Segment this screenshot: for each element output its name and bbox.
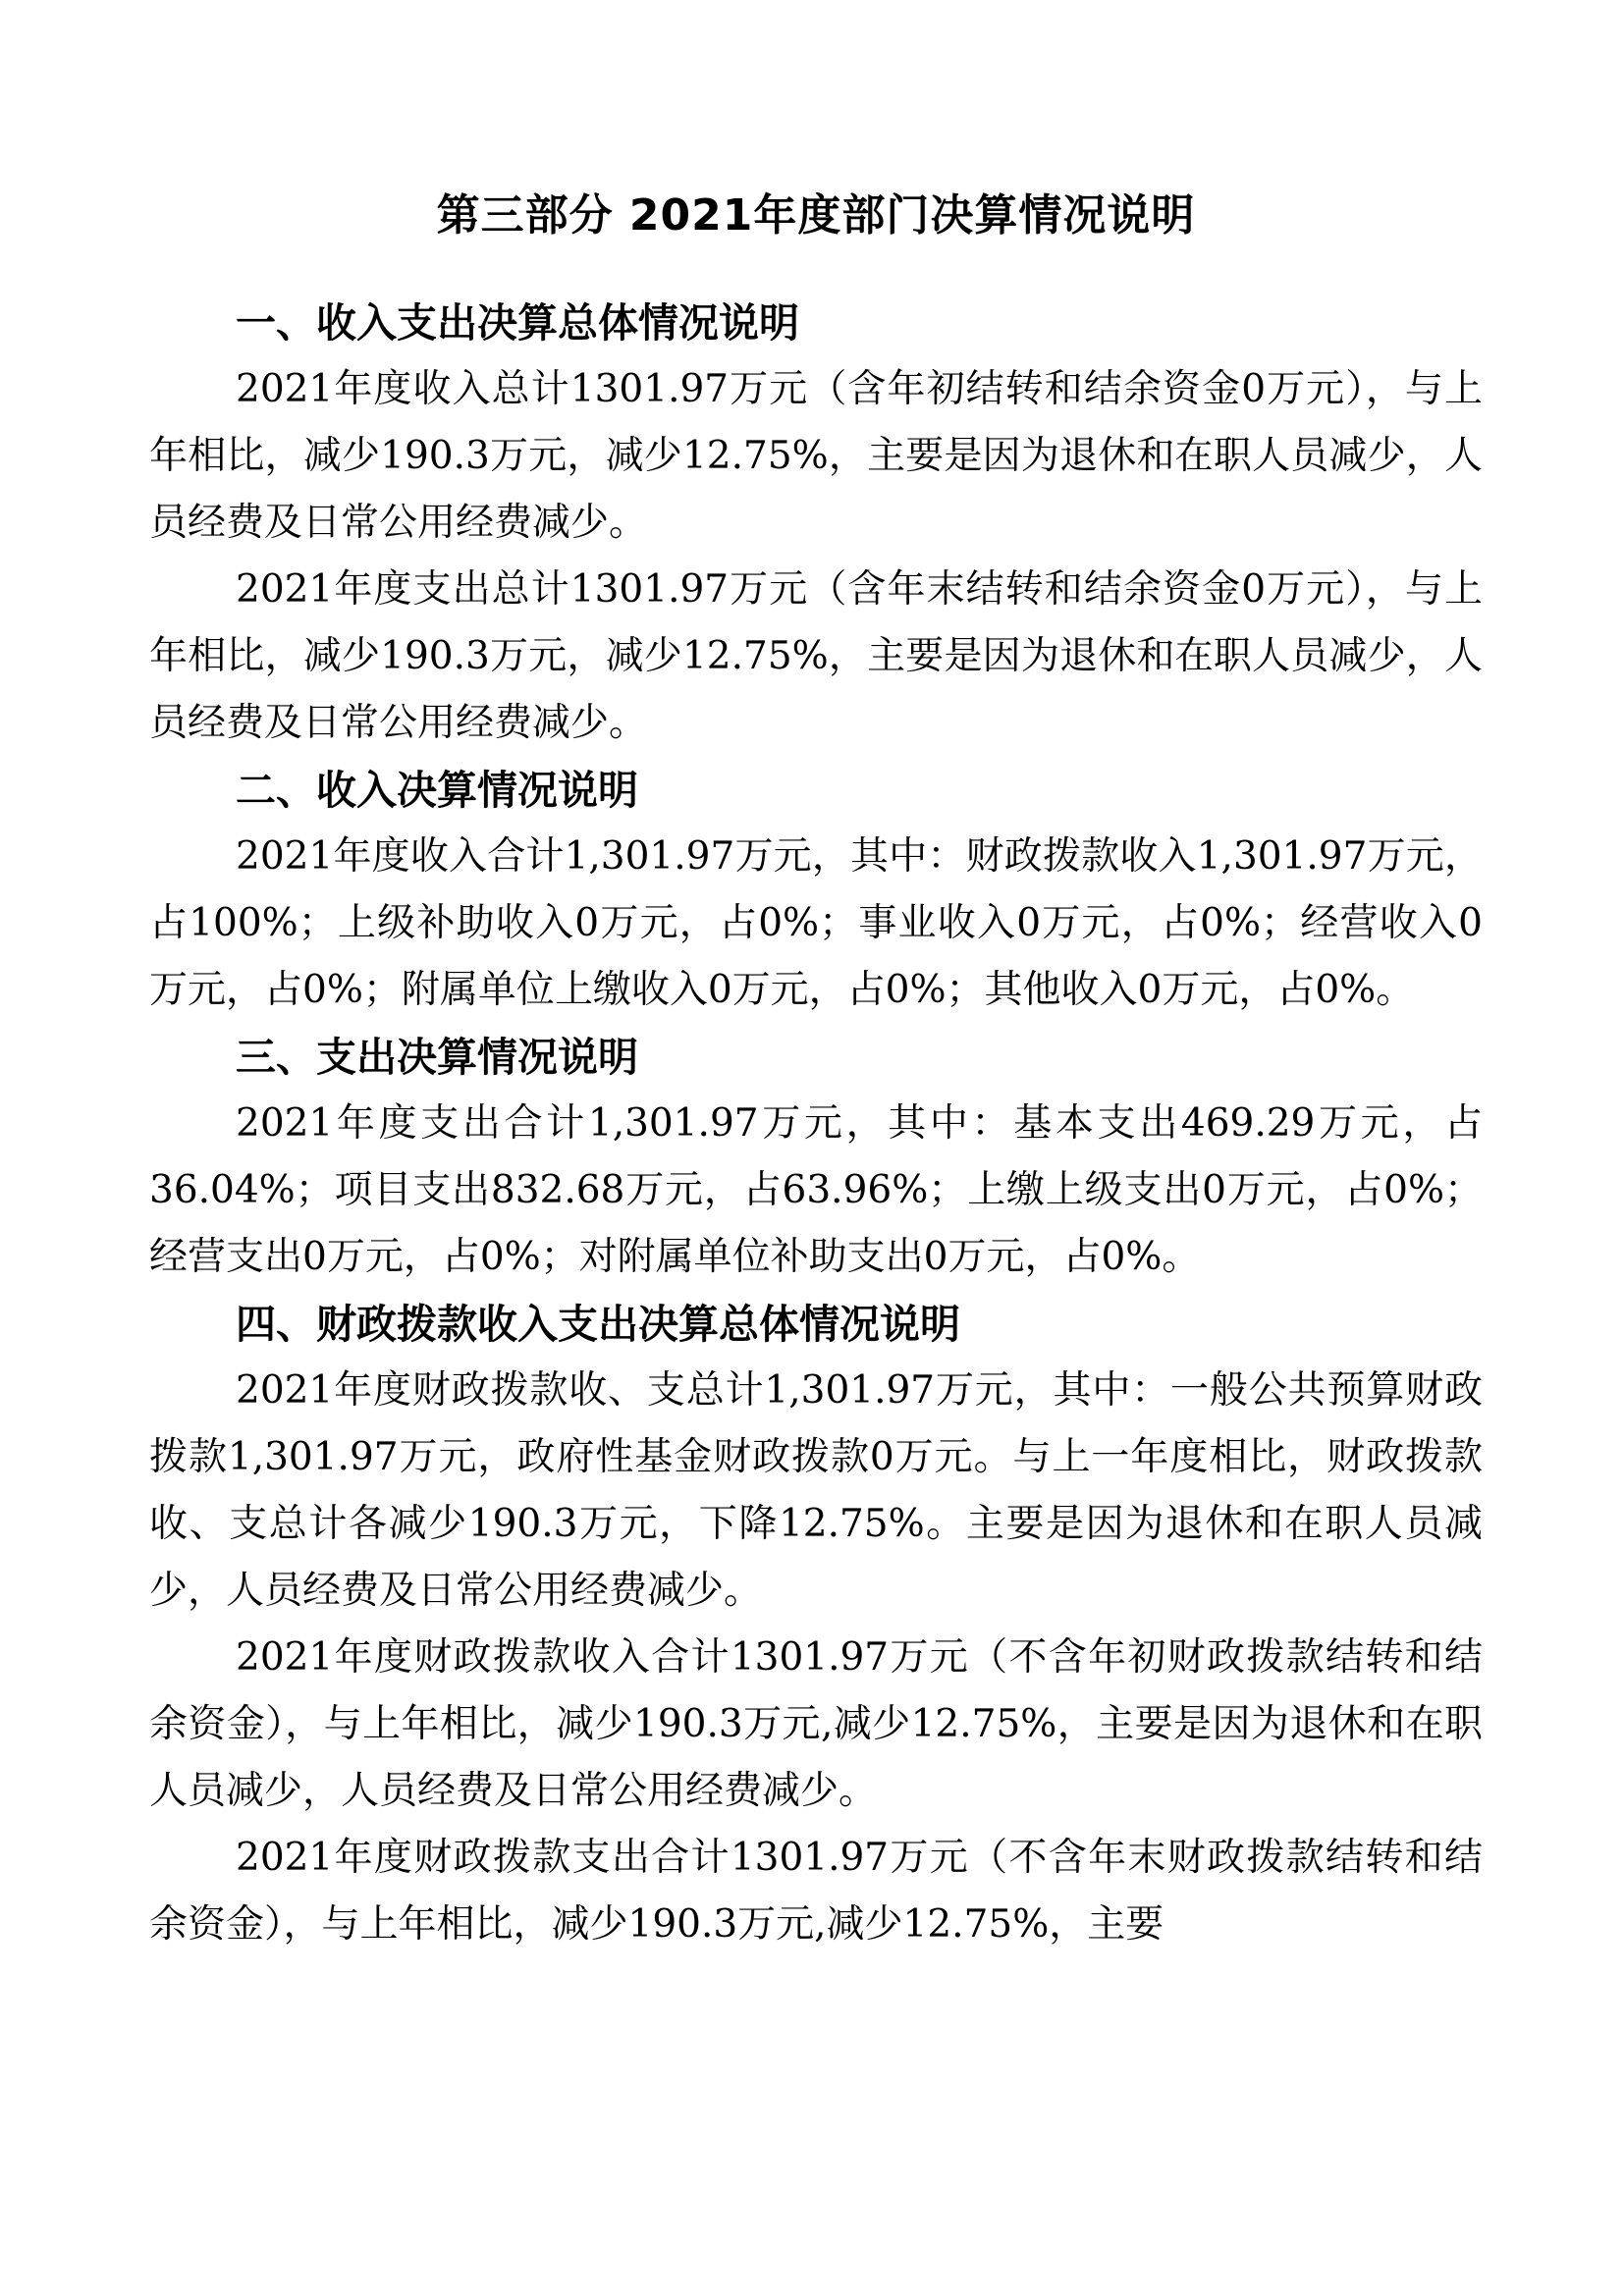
section-heading: 一、收入支出决算总体情况说明	[236, 299, 799, 347]
section-heading: 二、收入决算情况说明	[236, 767, 638, 814]
paragraph-expenditure-breakdown: 2021年度支出合计1,301.97万元，其中：基本支出469.29万元，占36.04%；项目支出832.68万元，占63.96%；上缴上级支出0万元，占0%；经营支出0万元，占0%；对附属单位补助支出0万元，占0%。	[149, 1101, 1483, 1279]
section-income	[149, 757, 1483, 1024]
document-page	[149, 182, 1483, 1958]
paragraph-fiscal-income: 2021年度财政拨款收入合计1301.97万元（不含年初财政拨款结转和结余资金），与上年相比，减少190.3万元,减少12.75%，主要是因为退休和在职人员减少，人员经费及日常公用经费减少。	[149, 1635, 1483, 1813]
paragraph-total-expenditure: 2021年度支出总计1301.97万元（含年末结转和结余资金0万元），与上年相比，减少190.3万元，减少12.75%，主要是因为退休和在职人员减少，人员经费及日常公用经费减少。	[149, 567, 1483, 745]
section-heading: 三、支出决算情况说明	[236, 1034, 638, 1081]
section-expenditure	[149, 1024, 1483, 1291]
paragraph-fiscal-total: 2021年度财政拨款收、支总计1,301.97万元，其中：一般公共预算财政拨款1,301.97万元，政府性基金财政拨款0万元。与上一年度相比，财政拨款收、支总计各减少190.3万元，下降12.75%。主要是因为退休和在职人员减少，人员经费及日常公用经费减少。	[149, 1368, 1483, 1613]
document-title: 第三部分 2021年度部门决算情况说明	[436, 190, 1196, 240]
section-income-expenditure-overview	[149, 290, 1483, 757]
paragraph-fiscal-expenditure: 2021年度财政拨款支出合计1301.97万元（不含年末财政拨款结转和结余资金），与上年相比，减少190.3万元,减少12.75%，主要	[149, 1836, 1483, 1947]
paragraph-total-income: 2021年度收入总计1301.97万元（含年初结转和结余资金0万元），与上年相比，减少190.3万元，减少12.75%，主要是因为退休和在职人员减少，人员经费及日常公用经费减少。	[149, 367, 1483, 545]
section-fiscal-appropriation	[149, 1291, 1483, 1958]
paragraph-income-breakdown: 2021年度收入合计1,301.97万元，其中：财政拨款收入1,301.97万元，占100%；上级补助收入0万元，占0%；事业收入0万元，占0%；经营收入0万元，占0%；附属单位上缴收入0万元，占0%；其他收入0万元，占0%。	[149, 834, 1483, 1012]
section-heading: 四、财政拨款收入支出决算总体情况说明	[236, 1301, 960, 1348]
